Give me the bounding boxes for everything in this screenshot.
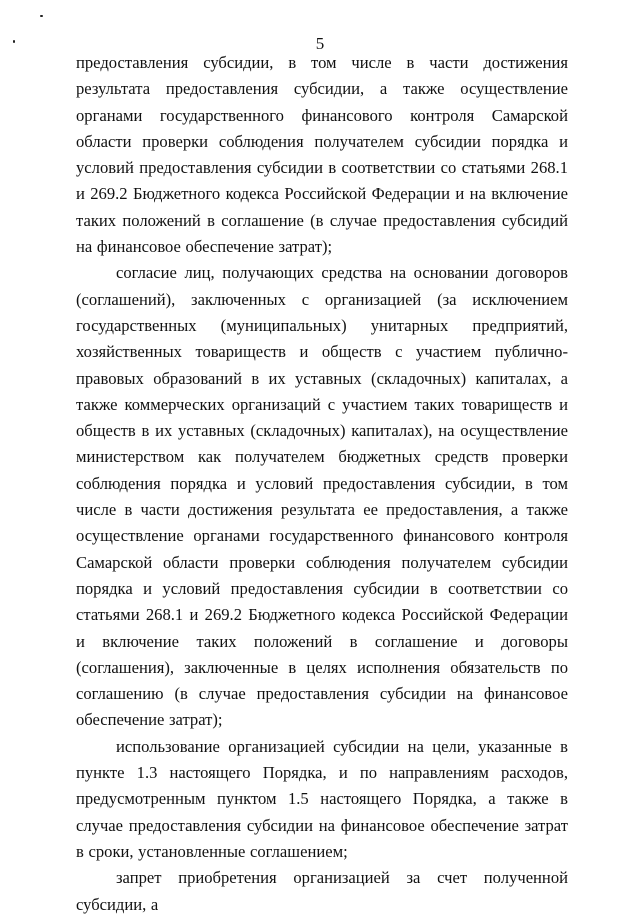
body-text	[76, 50, 568, 918]
paragraph-subsidy-usage: использование организацией субсидии на цели, указанные в пункте 1.3 настоящего Порядка, и по направлениям расходов, предусмотренным пунктом 1.5 настоящего Порядка, а также в случае предоставления субсидии на финансовое обеспечение затрат в сроки, установленные соглашением;	[76, 736, 568, 861]
page-number: 5	[315, 34, 325, 53]
scan-speck	[40, 15, 43, 17]
paragraph-purchase-ban: запрет приобретения организацией за счет полученной субсидии, а	[76, 868, 568, 914]
paragraph-consent-contractors: согласие лиц, получающих средства на основании договоров (соглашений), заключенных с организацией (за исключением государственных (муниципальных) унитарных предприятий, хозяйственных товариществ и обществ с участием публично-правовых образований в их уставных (складочных) капиталах, а также коммерческих организаций с участием таких товариществ и обществ в их уставных (складочных) капиталах), на осуществление министерством как получателем бюджетных средств проверки соблюдения порядка и условий предоставления субсидии, в том числе в части достижения результата ее предоставления, а также осуществление органами государственного финансового контроля Самарской области проверки соблюдения получателем субсидии порядка и условий предоставления субсидии в соответствии со статьями 268.1 и 269.2 Бюджетного кодекса Российской Федерации и включение таких положений в соглашение и договоры (соглашения), заключенные в целях исполнения обязательств по соглашению (в случае предоставления субсидии на финансовое обеспечение затрат);	[76, 263, 568, 730]
paragraph-consent-control: предоставления субсидии, в том числе в части достижения результата предоставления субсидии, а также осуществление органами государственного финансового контроля Самарской области проверки соблюдения получателем субсидии порядка и условий предоставления субсидии в соответствии со статьями 268.1 и 269.2 Бюджетного кодекса Российской Федерации и на включение таких положений в соглашение (в случае предоставления субсидий на финансовое обеспечение затрат);	[76, 53, 568, 257]
